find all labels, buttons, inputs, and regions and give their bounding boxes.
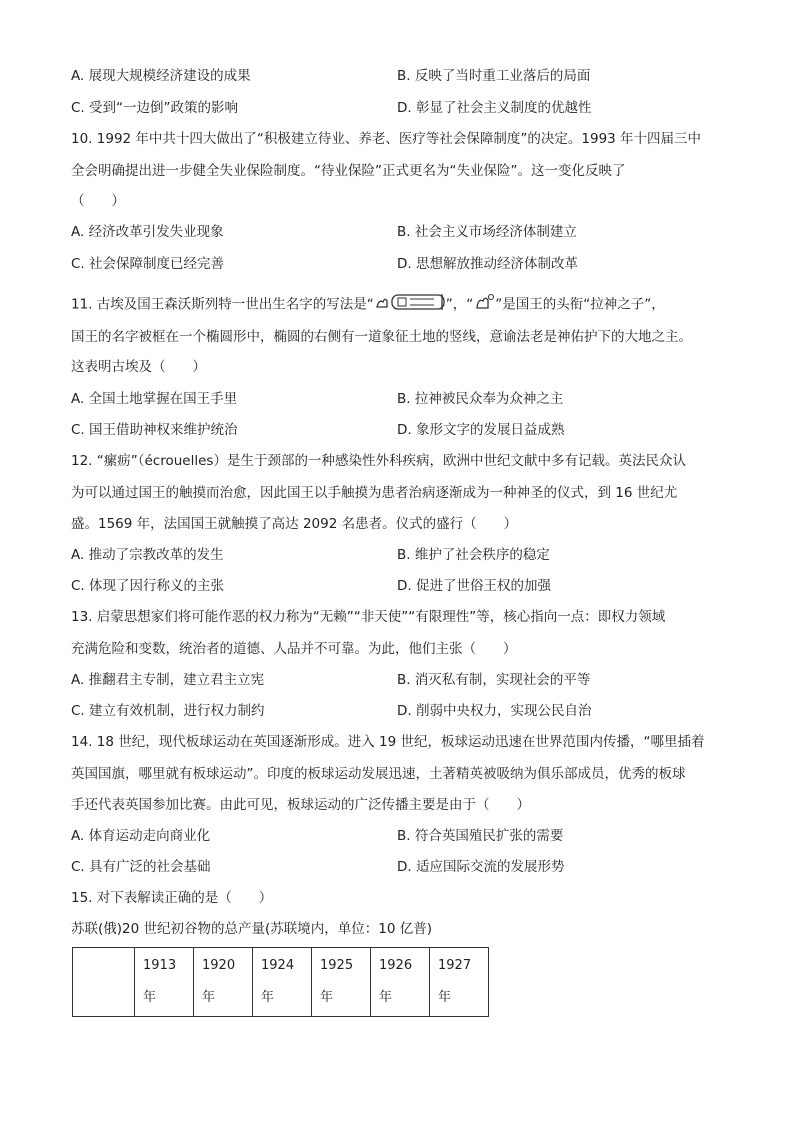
year-cell-1924 (253, 948, 312, 1017)
q14-stem-line1: 14. 18 世纪，现代板球运动在英国逐渐形成。进入 19 世纪，板球运动迅速在世界范围内传播，“哪里插着 (71, 734, 705, 750)
q11-option-a: A. 全国土地掌握在国王手里 (71, 391, 238, 407)
q11-option-c: C. 国王借助神权来维护统治 (71, 422, 238, 438)
q9-option-c: C. 受到“一边倒”政策的影响 (71, 100, 238, 116)
q11-stem-pre: 11. 古埃及国王森沃斯列特一世出生名字的写法是“ (71, 296, 374, 313)
year-number: 1925 (320, 958, 354, 973)
q9-option-a: A. 展现大规模经济建设的成果 (71, 68, 251, 84)
grain-output-table (72, 947, 489, 1017)
q9-option-d: D. 彰显了社会主义制度的优越性 (397, 100, 592, 116)
q11-stem-mid: ”，“ (445, 296, 474, 313)
q11-stem-line3: 这表明古埃及（ ） (71, 359, 206, 375)
q14-stem-line3: 手还代表英国参加比赛。由此可见，板球运动的广泛传播主要是由于（ ） (71, 797, 530, 813)
q10-stem-line3: （ ） (71, 193, 125, 209)
q10-option-d: D. 思想解放推动经济体制改革 (397, 256, 578, 272)
year-suffix: 年 (202, 990, 216, 1005)
q12-stem-line2: 为可以通过国王的触摸而治愈，因此国王以手触摸为患者治病逐渐成为一种神圣的仪式，到 16 世纪尤 (71, 485, 678, 501)
year-suffix: 年 (438, 990, 452, 1005)
q11-option-b: B. 拉神被民众奉为众神之主 (397, 391, 564, 407)
q13-stem-line2: 充满危险和变数，统治者的道德、人品并不可靠。为此，他们主张（ ） (71, 641, 517, 657)
year-number: 1920 (202, 958, 236, 973)
q14-option-b: B. 符合英国殖民扩张的需要 (397, 828, 564, 844)
q13-option-a: A. 推翻君主专制，建立君主立宪 (71, 672, 265, 688)
q12-option-b: B. 维护了社会秩序的稳定 (397, 547, 550, 563)
year-number: 1927 (438, 958, 472, 973)
q12-option-d: D. 促进了世俗王权的加强 (397, 578, 551, 594)
year-cell-1913 (135, 948, 194, 1017)
q11-stem-post: ”是国王的头衔“拉神之子”， (495, 296, 665, 313)
year-suffix: 年 (143, 990, 157, 1005)
q11-stem-line2: 国王的名字被框在一个椭圆形中，椭圆的右侧有一道象征土地的竖线，意谕法老是神佑护下的大地之主。 (71, 329, 692, 345)
q9-option-b: B. 反映了当时重工业落后的局面 (397, 68, 591, 84)
q12-option-c: C. 体现了因行称义的主张 (71, 578, 225, 594)
q14-stem-line2: 英国国旗，哪里就有板球运动”。印度的板球运动发展迅速，土著精英被吸纳为俱乐部成员，优秀的板球 (71, 766, 686, 782)
year-number: 1924 (261, 958, 295, 973)
year-number: 1926 (379, 958, 413, 973)
year-suffix: 年 (261, 990, 275, 1005)
year-cell-1925 (312, 948, 371, 1017)
table-corner-cell (73, 948, 135, 1017)
table-row (73, 948, 489, 1017)
q12-option-a: A. 推动了宗教改革的发生 (71, 547, 224, 563)
q14-option-d: D. 适应国际交流的发展形势 (397, 859, 565, 875)
q11-option-d: D. 象形文字的发展日益成熟 (397, 422, 565, 438)
q12-stem-line3: 盛。1569 年，法国国王就触摸了高达 2092 名患者。仪式的盛行（ ） (71, 516, 518, 532)
q10-stem-line1: 10. 1992 年中共十四大做出了“积极建立待业、养老、医疗等社会保障制度”的决定。1993 年十四届三中 (71, 131, 702, 147)
q13-stem-line1: 13. 启蒙思想家们将可能作恶的权力称为“无赖”“非天使”“有限理性”等，核心指向一点：即权力领域 (71, 609, 666, 625)
q10-option-b: B. 社会主义市场经济体制建立 (397, 224, 577, 240)
q13-option-d: D. 削弱中央权力，实现公民自治 (397, 703, 592, 719)
q14-option-a: A. 体育运动走向商业化 (71, 828, 211, 844)
q13-option-c: C. 建立有效机制，进行权力制约 (71, 703, 265, 719)
q11-stem-line1 (71, 293, 665, 316)
hieroglyph-son-of-ra-icon (473, 293, 495, 316)
q10-option-c: C. 社会保障制度已经完善 (71, 256, 225, 272)
year-cell-1920 (194, 948, 253, 1017)
year-number: 1913 (143, 958, 177, 973)
hieroglyph-cartouche-icon (374, 293, 446, 316)
year-cell-1927 (430, 948, 489, 1017)
year-suffix: 年 (320, 990, 334, 1005)
q13-option-b: B. 消灭私有制，实现社会的平等 (397, 672, 591, 688)
q10-stem-line2: 全会明确提出进一步健全失业保险制度。“待业保险”正式更名为“失业保险”。这一变化反映了 (71, 163, 626, 179)
q15-table-caption: 苏联(俄)20 世纪初谷物的总产量(苏联境内，单位：10 亿普) (71, 921, 433, 937)
q10-option-a: A. 经济改革引发失业现象 (71, 224, 224, 240)
year-cell-1926 (371, 948, 430, 1017)
q12-stem-line1: 12. “瘰疬”（écrouelles）是生于颈部的一种感染性外科疾病，欧洲中世纪文献中多有记载。英法民众认 (71, 453, 686, 469)
q15-stem-line1: 15. 对下表解读正确的是（ ） (71, 890, 273, 906)
year-suffix: 年 (379, 990, 393, 1005)
q14-option-c: C. 具有广泛的社会基础 (71, 859, 211, 875)
